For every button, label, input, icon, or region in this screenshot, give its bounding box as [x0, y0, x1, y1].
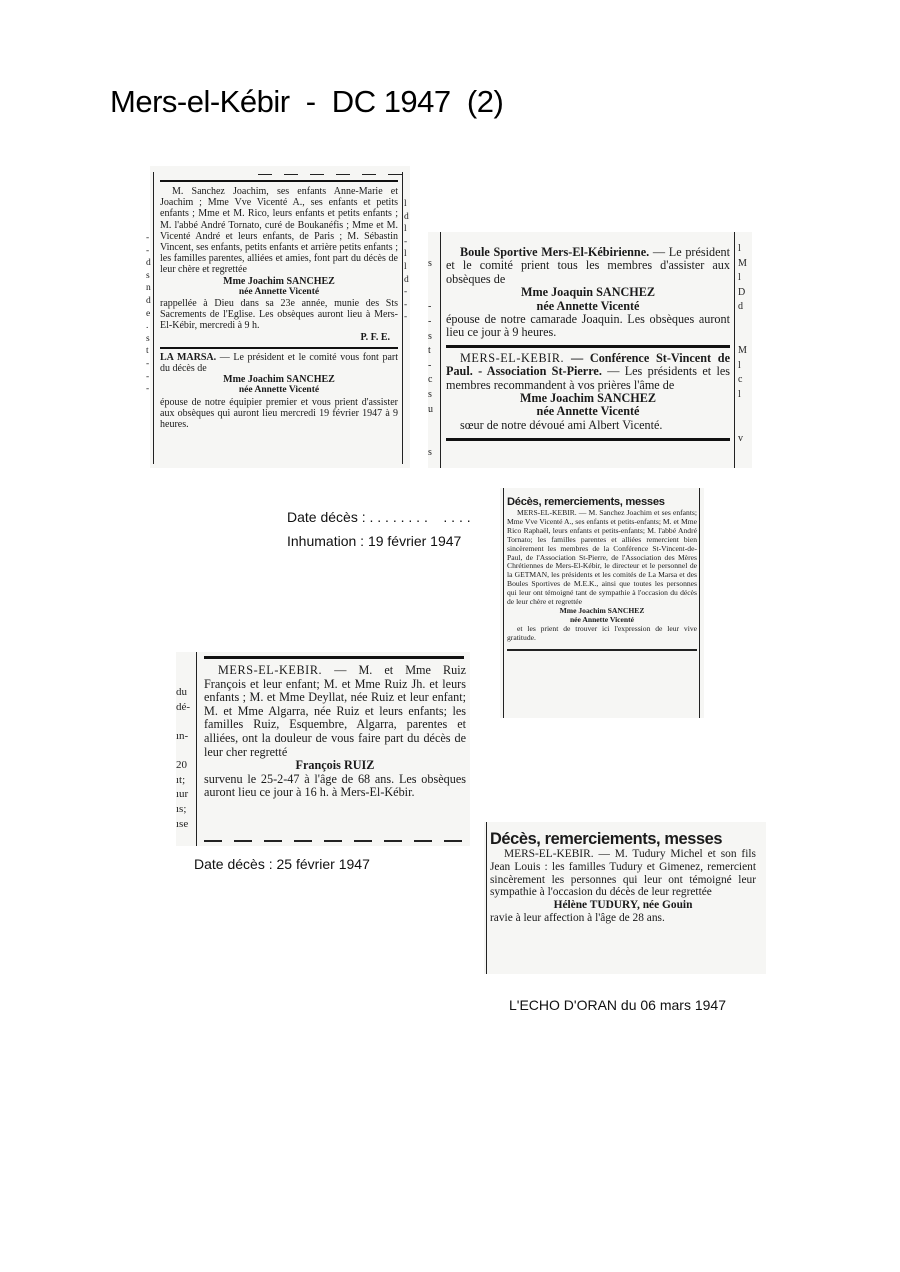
column-rule-left	[503, 488, 504, 718]
announcement-text	[204, 664, 466, 759]
deceased-name: François RUIZ	[295, 758, 375, 773]
deceased-name: Mme Joachim SANCHEZ	[519, 391, 657, 406]
clip4-column	[204, 664, 466, 800]
column-rule-right	[734, 232, 735, 468]
deceased-name: Mme Joachim SANCHEZ	[223, 275, 335, 287]
announcement-body: — Le président et le comité prient tous les membres d'assister aux obsèques de	[446, 245, 730, 286]
announcement-text	[446, 352, 730, 392]
separator-rule	[160, 347, 398, 349]
column-rule-left	[486, 822, 487, 974]
column-rule-left	[440, 232, 441, 468]
announcement-tail: survenu le 25-2-47 à l'âge de 68 ans. Les obsèques auront lieu ce jour à 16 h. à Mers-El-Kébir.	[204, 771, 466, 800]
announcement-body: — Les présidents et les membres recommandent à vos prières l'âme de	[446, 364, 731, 392]
clipping-boule-sportive	[428, 232, 752, 468]
column-rule-right	[699, 488, 700, 718]
announcement-text: MERS-EL-KEBIR. — M. Sanchez Joachim et ses enfants; Mme Vve Vicenté A., ses enfants et petits-enfants; M. et Mme Rico Raphaël, leurs enfants et petits-enfants; M. l'abbé André Tornato; les familles parentes et alliées remercient bien sincèrement les membres de la Conférence St-Vincent-de-Paul, de l'Association St-Pierre, de l'Association des Mères Chrétiennes de Mers-El-Kébir, le directeur et le personnel de la GETMAN, les présidents et les comités de La Marsa et des Boules Sportives de M.E.K., ainsi que toutes les personnes qui leur ont témoigné tant de sympathie à l'occasion du décès de leur chère et regrettée	[507, 508, 697, 607]
maiden-name: née Annette Vicenté	[238, 286, 320, 297]
announcement-tail: et les prient de trouver ici l'expression de leur vive gratitude.	[507, 623, 697, 642]
column-rule-left	[196, 652, 197, 846]
clip2-column	[446, 246, 730, 441]
announcement-tail: épouse de notre équipier premier et vous prient d'assister aux obsèques qui auront lieu mercredi 19 février 1947 à 9 heures.	[160, 396, 398, 431]
location-lead: LA MARSA.	[160, 351, 217, 363]
maiden-name: née Annette Vicenté	[536, 298, 640, 313]
location-lead: MERS-EL-KEBIR.	[218, 663, 323, 677]
bottom-rule	[507, 649, 697, 651]
announcement-tail: rappellée à Dieu dans sa 23e année, munie des Sts Sacrements de l'Eglise. Les obsèques auront lieu à Mers-El-Kébir, mercredi à 9 h.	[160, 298, 398, 332]
announcement-text	[160, 352, 398, 374]
announcement-body: — Le président et le comité vous font part du décès de	[160, 351, 398, 375]
page-title: Mers-el-Kébir - DC 1947 (2)	[110, 84, 504, 119]
date-deces-note: Date décès : 25 février 1947	[194, 856, 370, 872]
announcement-tail: épouse de notre camarade Joaquin. Les obsèques auront lieu ce jour à 9 heures.	[446, 312, 730, 340]
announcement-body: — M. et Mme Ruiz François et leur enfant; M. et Mme Ruiz Jh. et leurs enfants ; M. et Mme Deyllat, née Ruiz et leur enfant; M. et Mme Algarra, née Ruiz et leurs enfants; les familles Ruiz, Esquembre, Algarra, parentes et alliées, ont la douleur de vous faire part du décès de leur cher regretté	[204, 663, 466, 759]
date-deces-note: Date décès : . . . . . . . . . . . .	[287, 509, 471, 525]
announcement-text: M. Sanchez Joachim, ses enfants Anne-Marie et Joachim ; Mme Vve Vicenté A., ses enfants et petits enfants ; Mme et M. Rico, leurs enfants et petits enfants ; M. l'abbé André Tornato, curé de Boukanéfis ; Mme et M. Vicenté André et leurs enfants, de Paris ; M. Sébastin Vincent, ses enfants, petits enfants et arrière petits enfants ; les familles parentes, alliées et amies, font part du décès de leur chère et regrettée	[160, 186, 398, 276]
location-lead: MERS-EL-KEBIR.	[460, 350, 565, 365]
clipping-remerciements-tudury	[484, 822, 766, 974]
clip3-column	[507, 496, 697, 651]
maiden-name: née Annette Vicenté	[238, 385, 320, 396]
right-edge-fragments: l M l D d M l c l v	[738, 243, 747, 444]
club-name: Boule Sportive Mers-El-Kébirienne.	[460, 245, 650, 259]
top-rule	[160, 180, 398, 182]
clip1-column	[160, 186, 398, 430]
left-edge-fragments: s - - s t - c s u s	[428, 257, 433, 459]
right-edge-fragments: l d l - l l d - - -	[404, 199, 409, 323]
clip5-column	[490, 830, 756, 925]
inhumation-note: Inhumation : 19 février 1947	[287, 533, 462, 549]
left-edge-fragments: - - d s n d e . s t - - -	[146, 233, 151, 395]
deceased-name: Hélène TUDURY, née Gouin	[553, 899, 693, 912]
clipping-la-marsa	[146, 166, 410, 468]
maiden-name: née Annette Vicenté	[569, 614, 635, 624]
announcement-text	[446, 246, 730, 286]
deceased-name: Mme Joaquin SANCHEZ	[520, 285, 656, 300]
section-header: Décès, remerciements, messes	[490, 830, 723, 848]
bottom-dashed-rule	[204, 840, 464, 842]
association-name: — Conférence St-Vincent de Paul. - Association St-Pierre.	[446, 350, 730, 379]
deceased-name: Mme Joachim SANCHEZ	[223, 374, 335, 386]
column-rule-right	[402, 172, 403, 464]
top-rule	[204, 656, 464, 659]
announcement-tail: sœur de notre dévoué ami Albert Vicenté.	[460, 417, 663, 432]
source-citation: L'ECHO D'ORAN du 06 mars 1947	[509, 997, 726, 1013]
column-rule-left	[153, 172, 154, 464]
signature: P. F. E.	[360, 331, 390, 343]
clipping-remerciements-sanchez	[500, 488, 704, 718]
maiden-name: née Annette Vicenté	[536, 404, 640, 419]
section-header: Décès, remerciements, messes	[507, 496, 665, 508]
announcement-text: MERS-EL-KEBIR. — M. Tudury Michel et son fils Jean Louis : les familles Tudury et Gimenez, remercient sincèrement les personnes qui leur ont témoigné leur sympathie à l'occasion du décès de leur regrettée	[490, 848, 756, 899]
announcement-tail: ravie à leur affection à l'âge de 28 ans.	[490, 911, 665, 924]
top-dashed-rule	[258, 174, 404, 175]
clipping-ruiz	[176, 652, 470, 846]
left-edge-fragments: du dé- ın- 20 ıt; ıur ıs; ıse	[176, 686, 191, 830]
bottom-rule	[446, 438, 730, 441]
deceased-name: Mme Joachim SANCHEZ	[559, 605, 645, 615]
